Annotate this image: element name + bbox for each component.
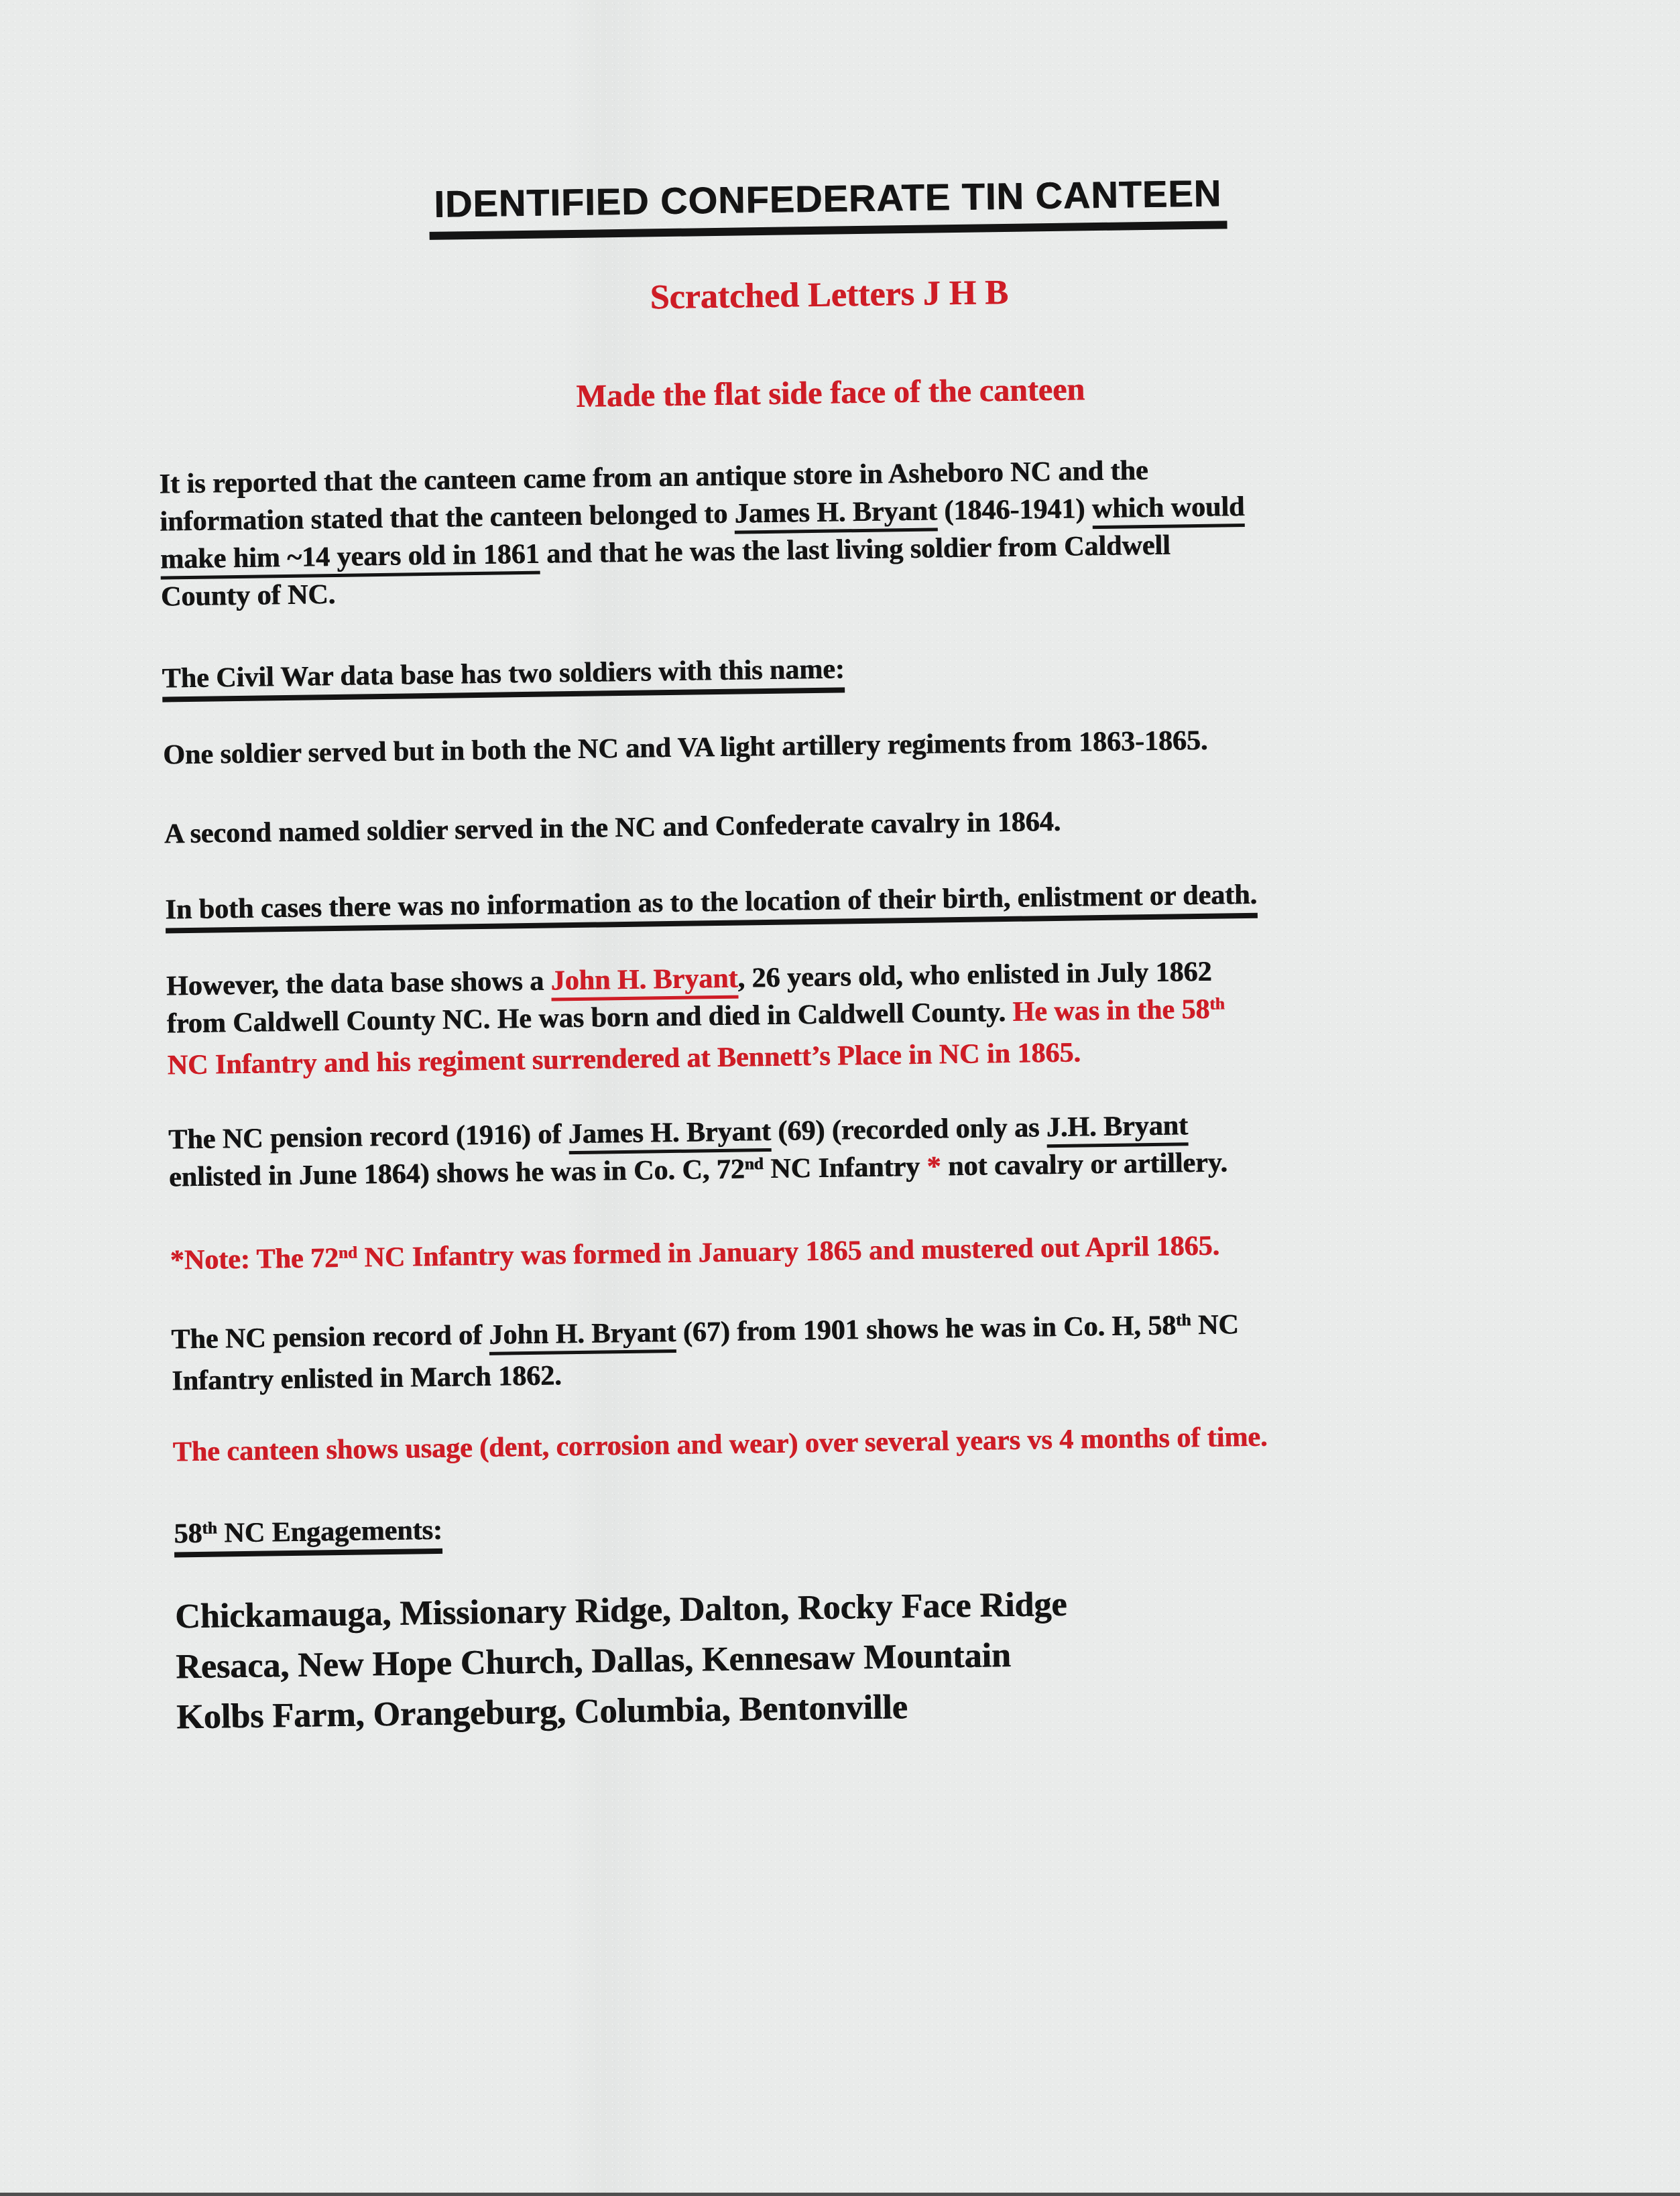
red-asterisk: * (926, 1151, 942, 1182)
subtitle-text: Scratched Letters J H B (650, 273, 1009, 317)
underlined-heading: The Civil War data base has two soldiers with this name: (162, 654, 845, 702)
text-segment: (67) from 1901 shows he was in Co. H, 58 (676, 1310, 1177, 1348)
red-text-segment: NC Infantry and his regiment surrendered at Bennett’s Place in NC in 1865. (167, 1037, 1081, 1081)
text-segment: NC (1191, 1309, 1240, 1341)
text-segment: NC Infantry (763, 1151, 928, 1185)
red-line-canteen-usage (173, 1418, 1268, 1471)
text-segment: information stated that the canteen belonged to (160, 498, 735, 538)
text-segment: , 26 years old, who enlisted in July 1862 (737, 956, 1212, 994)
red-text-segment: The canteen shows usage (dent, corrosion and wear) over several years vs 4 months of time. (172, 1421, 1268, 1468)
paragraph-second-soldier (164, 803, 1061, 853)
red-text-segment: *Note: The 72 (170, 1242, 339, 1276)
text-segment: One soldier served but in both the NC and VA light artillery regiments from 1863-1865. (163, 725, 1208, 771)
text-segment: not cavalry or artillery. (941, 1147, 1228, 1182)
paragraph-pension-1916 (168, 1106, 1227, 1200)
text-segment: However, the data base shows a (166, 965, 552, 1002)
red-text-segment: NC Infantry was formed in January 1865 and mustered out April 1865. (357, 1230, 1220, 1274)
text-segment: (69) (recorded only as (770, 1112, 1047, 1147)
underlined-name-john-h-bryant: John H. Bryant (489, 1317, 676, 1355)
text-segment: It is reported that the canteen came from an antique store in Asheboro NC and the (159, 455, 1148, 500)
subtitle-scratched-letters (0, 265, 1669, 326)
text-segment: The NC pension record (1916) of (168, 1119, 569, 1156)
subtitle-flat-side (0, 363, 1671, 424)
underlined-name-james-h-bryant: James H. Bryant (735, 495, 938, 534)
text-segment: enlisted in June 1864) shows he was in Co. C, 72 (168, 1154, 745, 1193)
ordinal-superscript: nd (338, 1243, 358, 1262)
red-text-segment: He was in the 58 (1012, 993, 1210, 1028)
engagements-list (175, 1579, 1069, 1743)
paragraph-john-h-bryant (166, 953, 1225, 1084)
text-segment: Kolbs Farm, Orangeburg, Columbia, Bentonville (176, 1688, 908, 1737)
heading-two-soldiers (162, 650, 845, 697)
text-segment: A second named soldier served in the NC and Confederate cavalry in 1864. (164, 806, 1061, 850)
text-segment: (1846-1941) (937, 493, 1093, 527)
heading-no-information (165, 876, 1257, 929)
text-segment: 58 (174, 1518, 202, 1550)
text-segment: County of NC. (160, 578, 336, 613)
document-title: IDENTIFIED CONFEDERATE TIN CANTEEN (428, 172, 1227, 240)
text-segment: Resaca, New Hope Church, Dallas, Kennesaw Mountain (176, 1636, 1012, 1687)
underlined-heading: In both cases there was no information as to the location of their birth, enlistment or death. (165, 879, 1257, 934)
underlined-name-jh-bryant: J.H. Bryant (1046, 1110, 1189, 1148)
paragraph-provenance (159, 450, 1246, 616)
underlined-heading (174, 1515, 442, 1558)
text-segment: Infantry enlisted in March 1862. (172, 1360, 562, 1397)
ordinal-superscript: th (1209, 995, 1225, 1014)
text-segment: The NC pension record of (171, 1319, 489, 1355)
ordinal-superscript: nd (744, 1155, 764, 1174)
note-72nd-infantry (170, 1227, 1220, 1284)
scan-bottom-edge (0, 2193, 1680, 2196)
text-segment: NC Engagements: (217, 1514, 443, 1549)
title-block (0, 168, 1668, 233)
underlined-phrase-age-1861: make him ~14 years old in 1861 (160, 539, 540, 580)
text-segment: and that he was the last living soldier from Caldwell (539, 530, 1171, 570)
underlined-name-james-h-bryant: James H. Bryant (568, 1116, 772, 1154)
underlined-name-john-h-bryant: John H. Bryant (550, 963, 738, 1001)
ordinal-superscript: th (202, 1519, 218, 1538)
text-segment: Chickamauga, Missionary Ridge, Dalton, Rocky Face Ridge (174, 1585, 1067, 1636)
paragraph-pension-1901 (171, 1306, 1240, 1400)
text-segment: from Caldwell County NC. He was born and died in Caldwell County. (166, 996, 1013, 1040)
heading-engagements (174, 1512, 442, 1557)
subtitle-text: Made the flat side face of the canteen (576, 371, 1085, 414)
ordinal-superscript: th (1176, 1311, 1191, 1330)
underlined-phrase-which-would: which would (1092, 491, 1245, 529)
paragraph-first-soldier (163, 722, 1208, 774)
